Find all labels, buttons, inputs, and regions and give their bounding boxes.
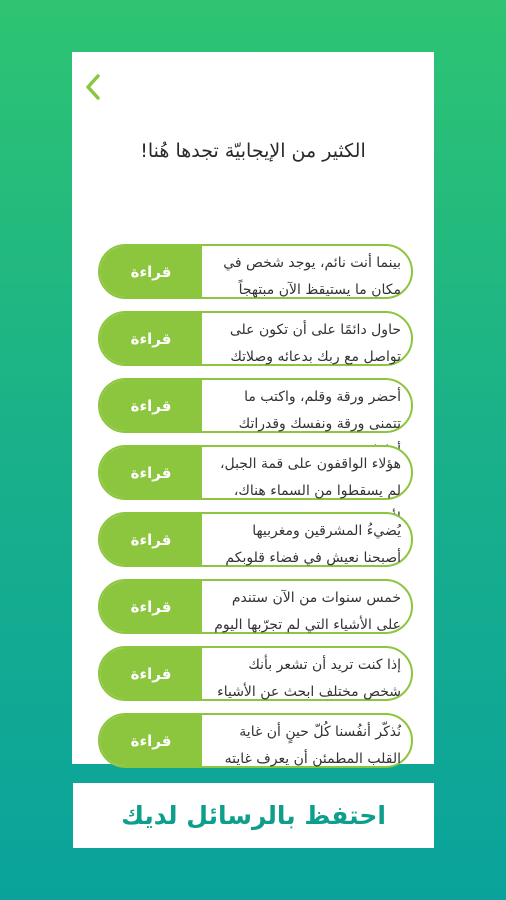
message-line: بينما أنت نائم، يوجد شخص في — [223, 255, 401, 271]
message-card[interactable] — [98, 445, 413, 500]
read-button[interactable]: قراءة — [100, 447, 202, 498]
message-line: شخص مختلف ابحث عن الأشياء — [217, 684, 401, 700]
message-line: أحضر ورقة وقلم، واكتب ما — [244, 389, 401, 405]
message-card[interactable] — [98, 646, 413, 701]
message-line: تواصل مع ربك بدعائه وصلاتك — [230, 349, 401, 365]
message-card[interactable] — [98, 244, 413, 299]
page-title: الكثير من الإيجابيّة تجدها هُنا! — [140, 140, 366, 162]
message-preview — [208, 384, 401, 432]
message-card[interactable] — [98, 311, 413, 366]
read-button[interactable]: قراءة — [100, 715, 202, 766]
message-preview — [208, 518, 401, 566]
footer-caption: احتفظ بالرسائل لديك — [121, 801, 386, 830]
message-preview — [208, 317, 401, 365]
message-line: خمس سنوات من الآن ستندم — [231, 590, 401, 606]
read-button[interactable]: قراءة — [100, 246, 202, 297]
message-preview — [208, 719, 401, 767]
message-line: يُضيءُ المشرقين ومغربيها — [252, 523, 401, 539]
message-line: إذا كنت تريد أن تشعر بأنك — [248, 657, 401, 673]
message-line: لم يسقطوا من السماء هناك، — [233, 483, 401, 499]
message-line: مكان ما يستيقظ الآن مبتهجاً — [238, 282, 401, 298]
read-button[interactable]: قراءة — [100, 648, 202, 699]
message-preview — [208, 585, 401, 633]
read-button[interactable]: قراءة — [100, 581, 202, 632]
message-line: حاول دائمًا على أن تكون على — [229, 322, 401, 338]
message-line: هؤلاء الواقفون على قمة الجبل، — [219, 456, 401, 472]
content-panel — [72, 52, 434, 767]
message-line: القلب المطمئن أن يعرف غايته — [224, 751, 401, 767]
message-preview — [208, 652, 401, 700]
message-card[interactable] — [98, 512, 413, 567]
message-preview — [208, 451, 401, 499]
message-line: على الأشياء التي لم تجرّبها اليوم — [214, 617, 401, 633]
message-line: نُذكّر أنفُسنا كُلّ حينٍ أن غاية — [239, 724, 401, 740]
message-line: أصبحنا نعيش في فضاء قلوبكم — [225, 550, 401, 566]
message-line: تتمنى ورقة ونفسك وقدراتك — [238, 416, 401, 432]
back-button[interactable] — [78, 70, 108, 104]
chevron-left-icon — [83, 73, 103, 101]
message-card[interactable] — [98, 713, 413, 768]
footer-banner — [73, 783, 434, 848]
read-button[interactable]: قراءة — [100, 313, 202, 364]
message-card[interactable] — [98, 378, 413, 433]
read-button[interactable]: قراءة — [100, 514, 202, 565]
message-list — [98, 244, 413, 780]
message-card[interactable] — [98, 579, 413, 634]
read-button[interactable]: قراءة — [100, 380, 202, 431]
message-preview — [208, 250, 401, 298]
